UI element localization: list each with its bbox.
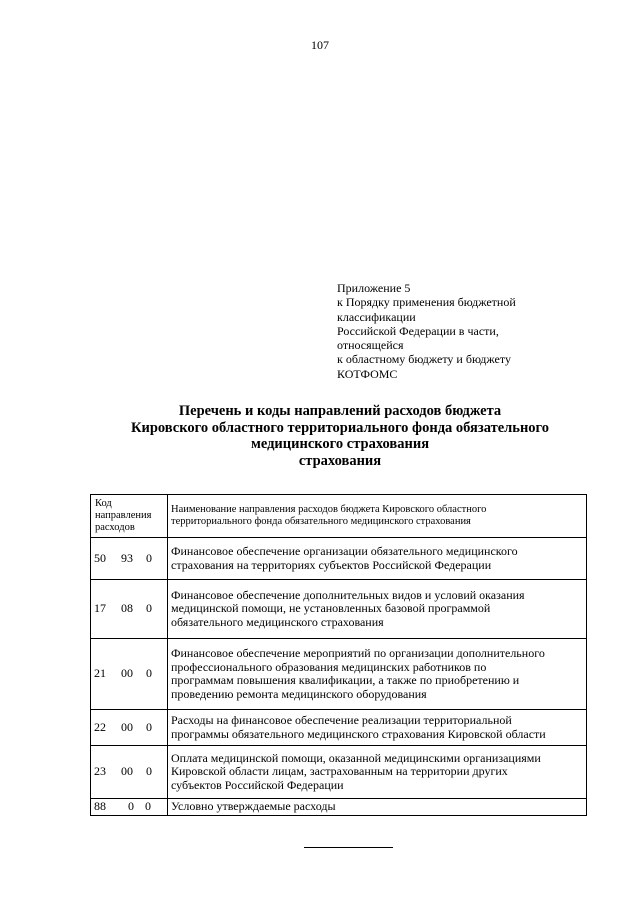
table-row: [91, 799, 587, 816]
title-line: медицинского страхования: [250, 436, 430, 452]
name-cell: [168, 746, 587, 799]
code-part: 08: [121, 601, 133, 616]
header-code-cell: [91, 495, 168, 538]
name-line: Финансовое обеспечение дополнительных видов и условий оказания: [171, 587, 525, 602]
name-cell: [168, 710, 587, 746]
table-header-row: [91, 495, 587, 538]
code-part: 0: [128, 799, 134, 813]
name-line: программы обязательного медицинского страхования Кировской области: [171, 726, 546, 741]
code-part: 0: [146, 601, 152, 616]
expense-code: [94, 552, 164, 566]
name-line: Оплата медицинской помощи, оказанной медицинскими организациями: [171, 750, 541, 765]
header-name-line: Наименование направления расходов бюджета Кировского областного: [171, 504, 487, 515]
code-cell: [91, 799, 168, 816]
code-part: 93: [121, 550, 133, 565]
expense-code: [94, 800, 164, 814]
name-line: Финансовое обеспечение организации обязательного медицинского: [171, 544, 518, 558]
header-name-cell: [168, 495, 587, 538]
name-cell: [168, 580, 587, 639]
expense-code: [94, 721, 164, 735]
code-part: 23: [94, 764, 106, 779]
appendix-line: Приложение 5: [337, 281, 411, 295]
name-cell: [168, 538, 587, 580]
code-part: 17: [94, 601, 106, 616]
title-line: Кировского областного территориального фонда обязательного: [130, 419, 550, 436]
expense-codes-table: [90, 494, 587, 816]
table-row: [91, 580, 587, 639]
name-line: Условно утверждаемые расходы: [171, 799, 336, 813]
code-part: 0: [146, 550, 152, 565]
name-line: Финансовое обеспечение мероприятий по организации дополнительного: [171, 646, 545, 660]
code-cell: [91, 710, 168, 746]
appendix-line: относящейся: [337, 338, 404, 353]
expense-code: [94, 667, 164, 681]
code-part: 21: [94, 666, 106, 681]
code-part: 00: [121, 666, 133, 681]
code-cell: [91, 746, 168, 799]
appendix-line: Российской Федерации в части,: [337, 323, 499, 338]
name-line: проведению ремонта медицинского оборудования: [171, 686, 427, 701]
code-part: 0: [146, 719, 152, 734]
code-part: 22: [94, 719, 106, 734]
code-cell: [91, 580, 168, 639]
name-line: программам повышения квалификации, а также по приобретению и: [171, 673, 520, 687]
name-line: страхования на территориях субъектов Российской Федерации: [171, 557, 492, 572]
expense-code: [94, 602, 164, 616]
footer-divider: [304, 847, 393, 848]
table-row: [91, 538, 587, 580]
appendix-block: [337, 281, 557, 381]
table-row: [91, 710, 587, 746]
expense-code: [94, 765, 164, 779]
header-code-line: направления: [95, 510, 152, 521]
title-line: страхования: [298, 452, 382, 469]
code-part: 0: [146, 666, 152, 681]
table-row: [91, 746, 587, 799]
code-part: 00: [121, 719, 133, 734]
name-line: обязательного медицинского страхования: [171, 614, 384, 629]
code-part: 0: [146, 764, 152, 779]
table-row: [91, 639, 587, 710]
name-cell: [168, 639, 587, 710]
name-cell: [168, 799, 587, 816]
code-part: 0: [145, 799, 151, 813]
code-cell: [91, 639, 168, 710]
header-code-line: Код: [95, 498, 112, 509]
appendix-line: КОТФОМС: [337, 366, 398, 381]
name-line: субъектов Российской Федерации: [171, 777, 344, 792]
name-line: Расходы на финансовое обеспечение реализации территориальной: [171, 713, 512, 727]
page-number: 107: [311, 38, 329, 52]
document-title: [0, 403, 640, 469]
title-line: Перечень и коды направлений расходов бюджета: [178, 403, 502, 419]
code-part: 88: [94, 799, 106, 813]
header-name-line: территориального фонда обязательного медицинского страхования: [171, 516, 471, 527]
name-line: медицинской помощи, не установленных базовой программой: [171, 601, 491, 616]
appendix-line: к областному бюджету и бюджету: [337, 352, 511, 367]
appendix-line: классификации: [337, 309, 416, 324]
name-line: профессионального образования медицинских работников по: [171, 659, 487, 674]
name-line: Кировской области лицам, застрахованным на территории других: [171, 764, 508, 779]
header-code-line: расходов: [95, 522, 135, 533]
code-part: 00: [121, 764, 133, 779]
code-part: 50: [94, 550, 106, 565]
appendix-line: к Порядку применения бюджетной: [337, 295, 516, 310]
code-cell: [91, 538, 168, 580]
